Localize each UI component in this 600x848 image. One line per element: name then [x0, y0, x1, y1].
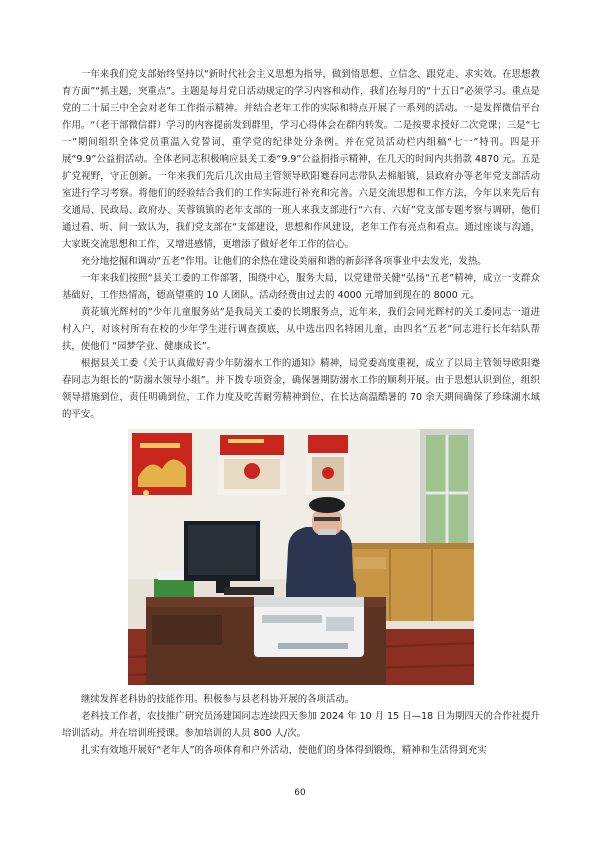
- paragraph-science-association: 继续发挥老科协的技能作用。积极参与县老科协开展的各项活动。: [81, 694, 355, 705]
- printer: [254, 597, 364, 657]
- paragraph-team-funding: 一年来我们按照“县关工委的工作部署，围绕中心，服务大局，以党建带关健“弘扬“五老”精神，成立一支群众基础好，工作热情高，德高望重的 10 人团队。活动经费由过去的 4000 元增加到现在的 8000 元。: [62, 273, 540, 301]
- paragraph-training-activity: 老科技工作者，农技推广研究员汤建国同志连续四天参加 2024 年 10 月 15 日—18 日为期四天的合作社提升培训活动。并在培训班授课。参加培训的人员 800 人/次。: [62, 711, 540, 739]
- document-body: [62, 66, 540, 759]
- paragraph-party-education: 一年来我们党支部始终坚持以“新时代社会主义思想为指导，做到悟思想、立信念、跟党走、求实效。在思想教育方面”“抓主题，突重点”。主题是每月党日活动规定的学习内容和动作，我们在每月的“十五日”必须学习。重点是党的二十届三中全会对老年工作指示精神。并结合老年工作的实际和特点开展了一系列的活动。一是发挥微信平台作用。“（老干部微信群）学习的内容提前发到群里，学习心得体会在群内转发。二是按要求授好二次党课；三是“七一”期间组织全体党员重温入党誓词，重学党的纪律处分条例。并在党员活动栏内组稿“七一”特刊。四是开展“9.9”公益捐活动。全体老同志积极响应县关工委“9.9”公益捐指示精神，在几天的时间内共捐款 4870 元。五是扩党视野，守正创新。一年来我们先后几次由局主管领导欧阳蹇春同志带队去棉船镇，县政府办等老年党支部活动室进行学习考察。将他们的经验结合我们的工作实际进行补充和完善。六是交流思想和工作方法，今年以来先后有交通局、民政局、政府办、芙蓉镇镇的老年支部的一班人来我支部进行“六有、六好”党支部专题考察与调研，他们通过看、听、问一致认为，我们党支部在“支部建设，思想和作风建设，老年工作有亮点和看点。通过座谈与沟通，大家既交流思想和工作，又增进感情，更增添了做好老年工作的信心。: [62, 69, 540, 250]
- paragraph-children-service: 黄花镇光辉村的“少年儿童服务站”是我局关工委的长期服务点，近年来，我们会同光辉村的关工委同志一道进村入户，对该村所有在校的少年学生进行调查摸底，从中选出四名特困儿童，由四名“五老”同志进行长年结队帮扶，使他们 “园梦学业、健康成长”。: [62, 307, 540, 352]
- paragraph-drowning-prevention: 根据县关工委《关于认真做好青少年防溺水工作的通知》精神，局党委高度重视，成立了以局主管领导欧阳蹇春同志为组长的“防溺水领导小组”。并下拨专项资金，确保暑期防溺水工作的顺利开展。由于思想认识到位，组织领导措施到位，责任明确到位，工作力度及吃苦耐劳精神到位，在长达高温酷暑的 70 余天期间确保了珍珠湖水域的平安。: [62, 358, 540, 420]
- right-banner-picture: [306, 433, 350, 495]
- paragraph-sports-activities: 扎实有效地开展好“老年人”的各项体育和户外活动，使他们的身体得到锻炼，精神和生活得到充实: [81, 745, 487, 756]
- paragraph-five-elders-role: 充分地挖掘和调动“五老”作用。让他们的余热在建设美丽和谐的新彭泽各项事业中去发光，发热。: [81, 256, 487, 267]
- office-photo: [128, 429, 474, 685]
- middle-banner-picture: [218, 433, 286, 495]
- window: [420, 429, 474, 559]
- page-number: 60: [294, 788, 306, 798]
- left-banner-picture: [132, 433, 192, 496]
